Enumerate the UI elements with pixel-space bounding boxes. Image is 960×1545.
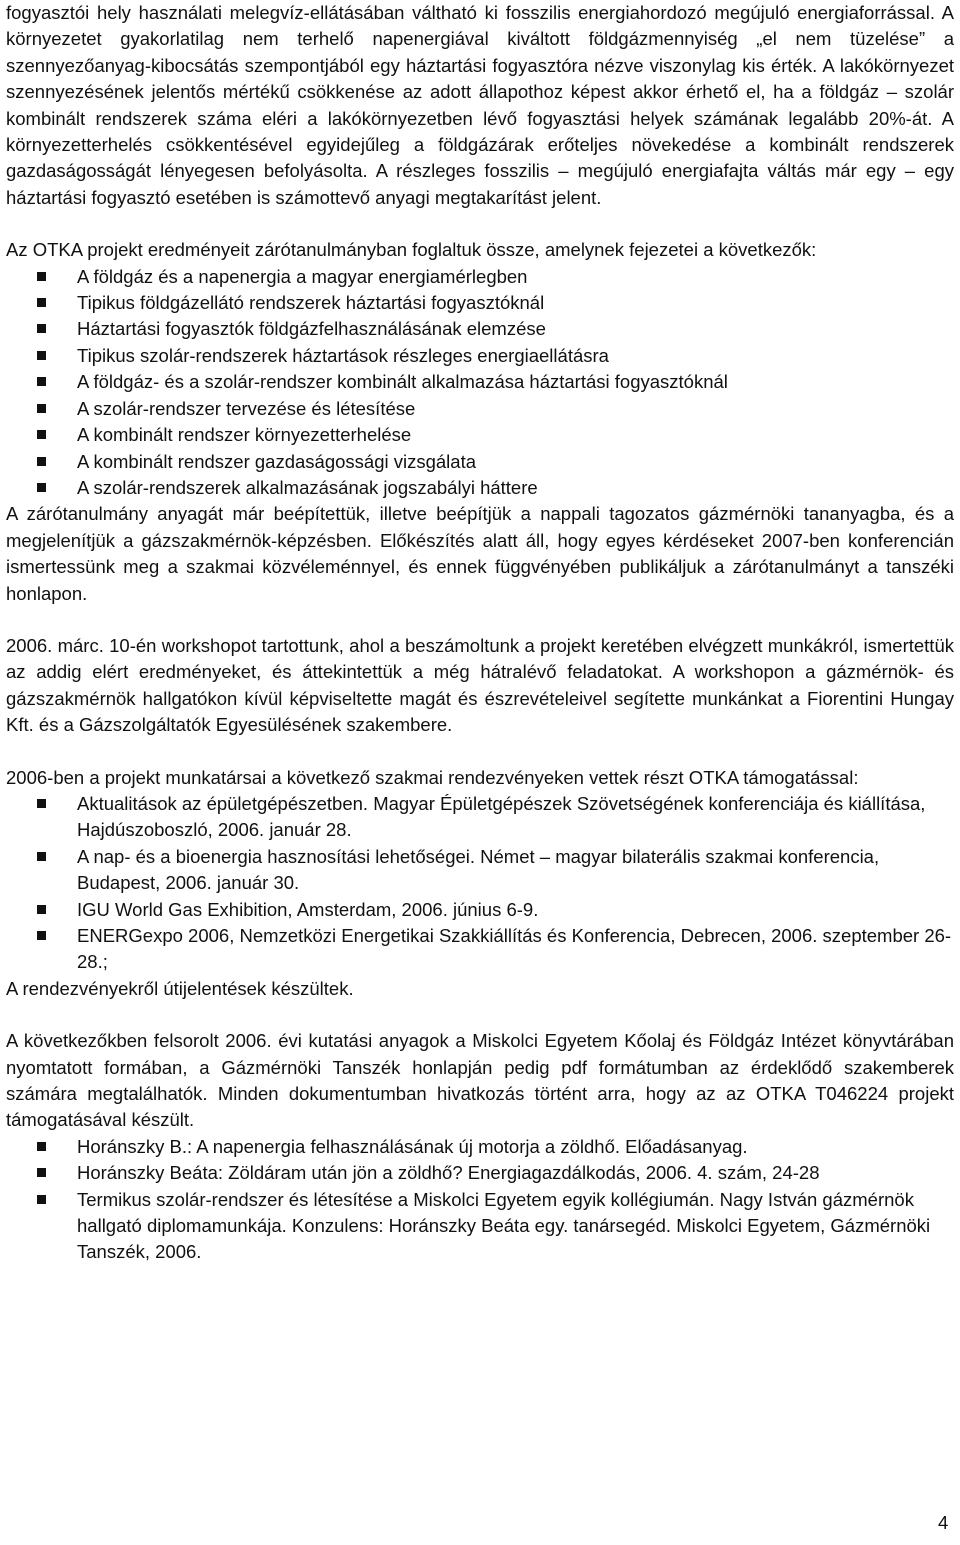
list-item: A földgáz és a napenergia a magyar energiamérlegben: [6, 264, 954, 290]
spacer: [6, 607, 954, 633]
square-bullet-icon: [37, 931, 46, 940]
list-item: A nap- és a bioenergia hasznosítási lehetőségei. Német – magyar bilaterális szakmai konferencia, Budapest, 2006. január 30.: [6, 844, 954, 897]
document-page: [6, 0, 954, 1266]
list-item: Háztartási fogyasztók földgázfelhasználásának elemzése: [6, 316, 954, 342]
list-item: A szolár-rendszer tervezése és létesítése: [6, 396, 954, 422]
list-item: Tipikus szolár-rendszerek háztartások részleges energiaellátásra: [6, 343, 954, 369]
square-bullet-icon: [37, 799, 46, 808]
square-bullet-icon: [37, 351, 46, 360]
paragraph-energy-savings: fogyasztói hely használati melegvíz-ellátásában váltható ki fosszilis energiahordozó megújuló energiaforrással. A környezetet gyakorlatilag nem terhelő napenergiával kiváltott földgázmennyiség „el nem tüzelése” a szennyezőanyag-kibocsátás szempontjából egy háztartási fogyasztóra nézve viszonylag kis érték. A lakókörnyezet szennyezésének jelentős mértékű csökkenése az adott állapothoz képest akkor érhető el, ha a földgáz – szolár kombinált rendszerek száma eléri a lakókörnyezetben lévő fogyasztási helyek számának legalább 20%-át. A környezetterhelés csökkentésével egyidejűleg a földgázárak erőteljes növekedése a kombinált rendszerek gazdaságosságát lényegesen befolyásolta. A részleges fosszilis – megújuló energiafajta váltás már egy – egy háztartási fogyasztó esetében is számottevő anyagi megtakarítást jelent.: [6, 2, 954, 208]
list-item: Termikus szolár-rendszer és létesítése a Miskolci Egyetem egyik kollégiumán. Nagy István gázmérnök hallgató diplomamunkája. Konzulens: Horánszky Beáta egy. tanársegéd. Miskolci Egyetem, Gázmérnöki Tanszék, 2006.: [6, 1187, 954, 1266]
square-bullet-icon: [37, 430, 46, 439]
paragraph-research-materials: A következőkben felsorolt 2006. évi kutatási anyagok a Miskolci Egyetem Kőolaj és Földgáz Intézet könyvtárában nyomtatott formában, a Gázmérnöki Tanszék honlapján pedig pdf formátumban az érdeklődő szakemberek számára megtalálhatók. Minden dokumentumban hivatkozás történt arra, hogy az az OTKA T046224 projekt támogatásával készült.: [6, 1030, 954, 1131]
square-bullet-icon: [37, 483, 46, 492]
list-item: A földgáz- és a szolár-rendszer kombinált alkalmazása háztartási fogyasztóknál: [6, 369, 954, 395]
square-bullet-icon: [37, 1195, 46, 1204]
paragraph-travel-reports: A rendezvényekről útijelentések készültek.: [6, 977, 354, 999]
square-bullet-icon: [37, 457, 46, 466]
spacer: [6, 739, 954, 765]
list-item: IGU World Gas Exhibition, Amsterdam, 2006. június 6-9.: [6, 897, 954, 923]
paragraph-events-intro: 2006-ben a projekt munkatársai a következő szakmai rendezvényeken vettek részt OTKA támogatással:: [6, 766, 859, 788]
event-list: [6, 791, 954, 976]
square-bullet-icon: [37, 324, 46, 333]
publication-list: [6, 1134, 954, 1266]
square-bullet-icon: [37, 377, 46, 386]
list-item: A kombinált rendszer környezetterhelése: [6, 422, 954, 448]
list-item: A szolár-rendszerek alkalmazásának jogszabályi háttere: [6, 475, 954, 501]
paragraph-otka-summary: Az OTKA projekt eredményeit zárótanulmányban foglaltuk össze, amelynek fejezetei a következők:: [6, 239, 817, 261]
chapter-list: [6, 264, 954, 502]
square-bullet-icon: [37, 1142, 46, 1151]
square-bullet-icon: [37, 852, 46, 861]
list-item: Tipikus földgázellátó rendszerek háztartási fogyasztóknál: [6, 290, 954, 316]
list-item: Horánszky Beáta: Zöldáram után jön a zöldhő? Energiagazdálkodás, 2006. 4. szám, 24-28: [6, 1160, 954, 1186]
square-bullet-icon: [37, 1168, 46, 1177]
list-item: Horánszky B.: A napenergia felhasználásának új motorja a zöldhő. Előadásanyag.: [6, 1134, 954, 1160]
spacer: [6, 211, 954, 237]
list-item: Aktualitások az épületgépészetben. Magyar Épületgépészek Szövetségének konferenciája és kiállítása, Hajdúszoboszló, 2006. január 28.: [6, 791, 954, 844]
page-number: 4: [938, 1512, 949, 1533]
paragraph-study-usage: A zárótanulmány anyagát már beépítettük, illetve beépítjük a nappali tagozatos gázmérnöki tananyagba, és a megjelenítjük a gázszakmérnök-képzésben. Előkészítés alatt áll, hogy egyes kérdéseket 2007-ben konferencián ismertessünk meg a szakmai közvéleménnyel, és ennek függvényében publikáljuk a zárótanulmányt a tanszéki honlapon.: [6, 503, 954, 604]
square-bullet-icon: [37, 298, 46, 307]
paragraph-workshop: 2006. márc. 10-én workshopot tartottunk, ahol a beszámoltunk a projekt keretében elvégzett munkákról, ismertettük az addig elért eredményeket, és áttekintettük a még hátralévő feladatokat. A workshopon a gázmérnök- és gázszakmérnök hallgatókon kívül képviseltette magát és észrevételeivel segítette munkánkat a Fiorentini Hungay Kft. és a Gázszolgáltatók Egyesülésének szakembere.: [6, 634, 954, 736]
square-bullet-icon: [37, 905, 46, 914]
list-item: A kombinált rendszer gazdaságossági vizsgálata: [6, 449, 954, 475]
square-bullet-icon: [37, 272, 46, 281]
square-bullet-icon: [37, 404, 46, 413]
list-item: ENERGexpo 2006, Nemzetközi Energetikai Szakkiállítás és Konferencia, Debrecen, 2006. szeptember 26-28.;: [6, 923, 954, 976]
spacer: [6, 1002, 954, 1028]
